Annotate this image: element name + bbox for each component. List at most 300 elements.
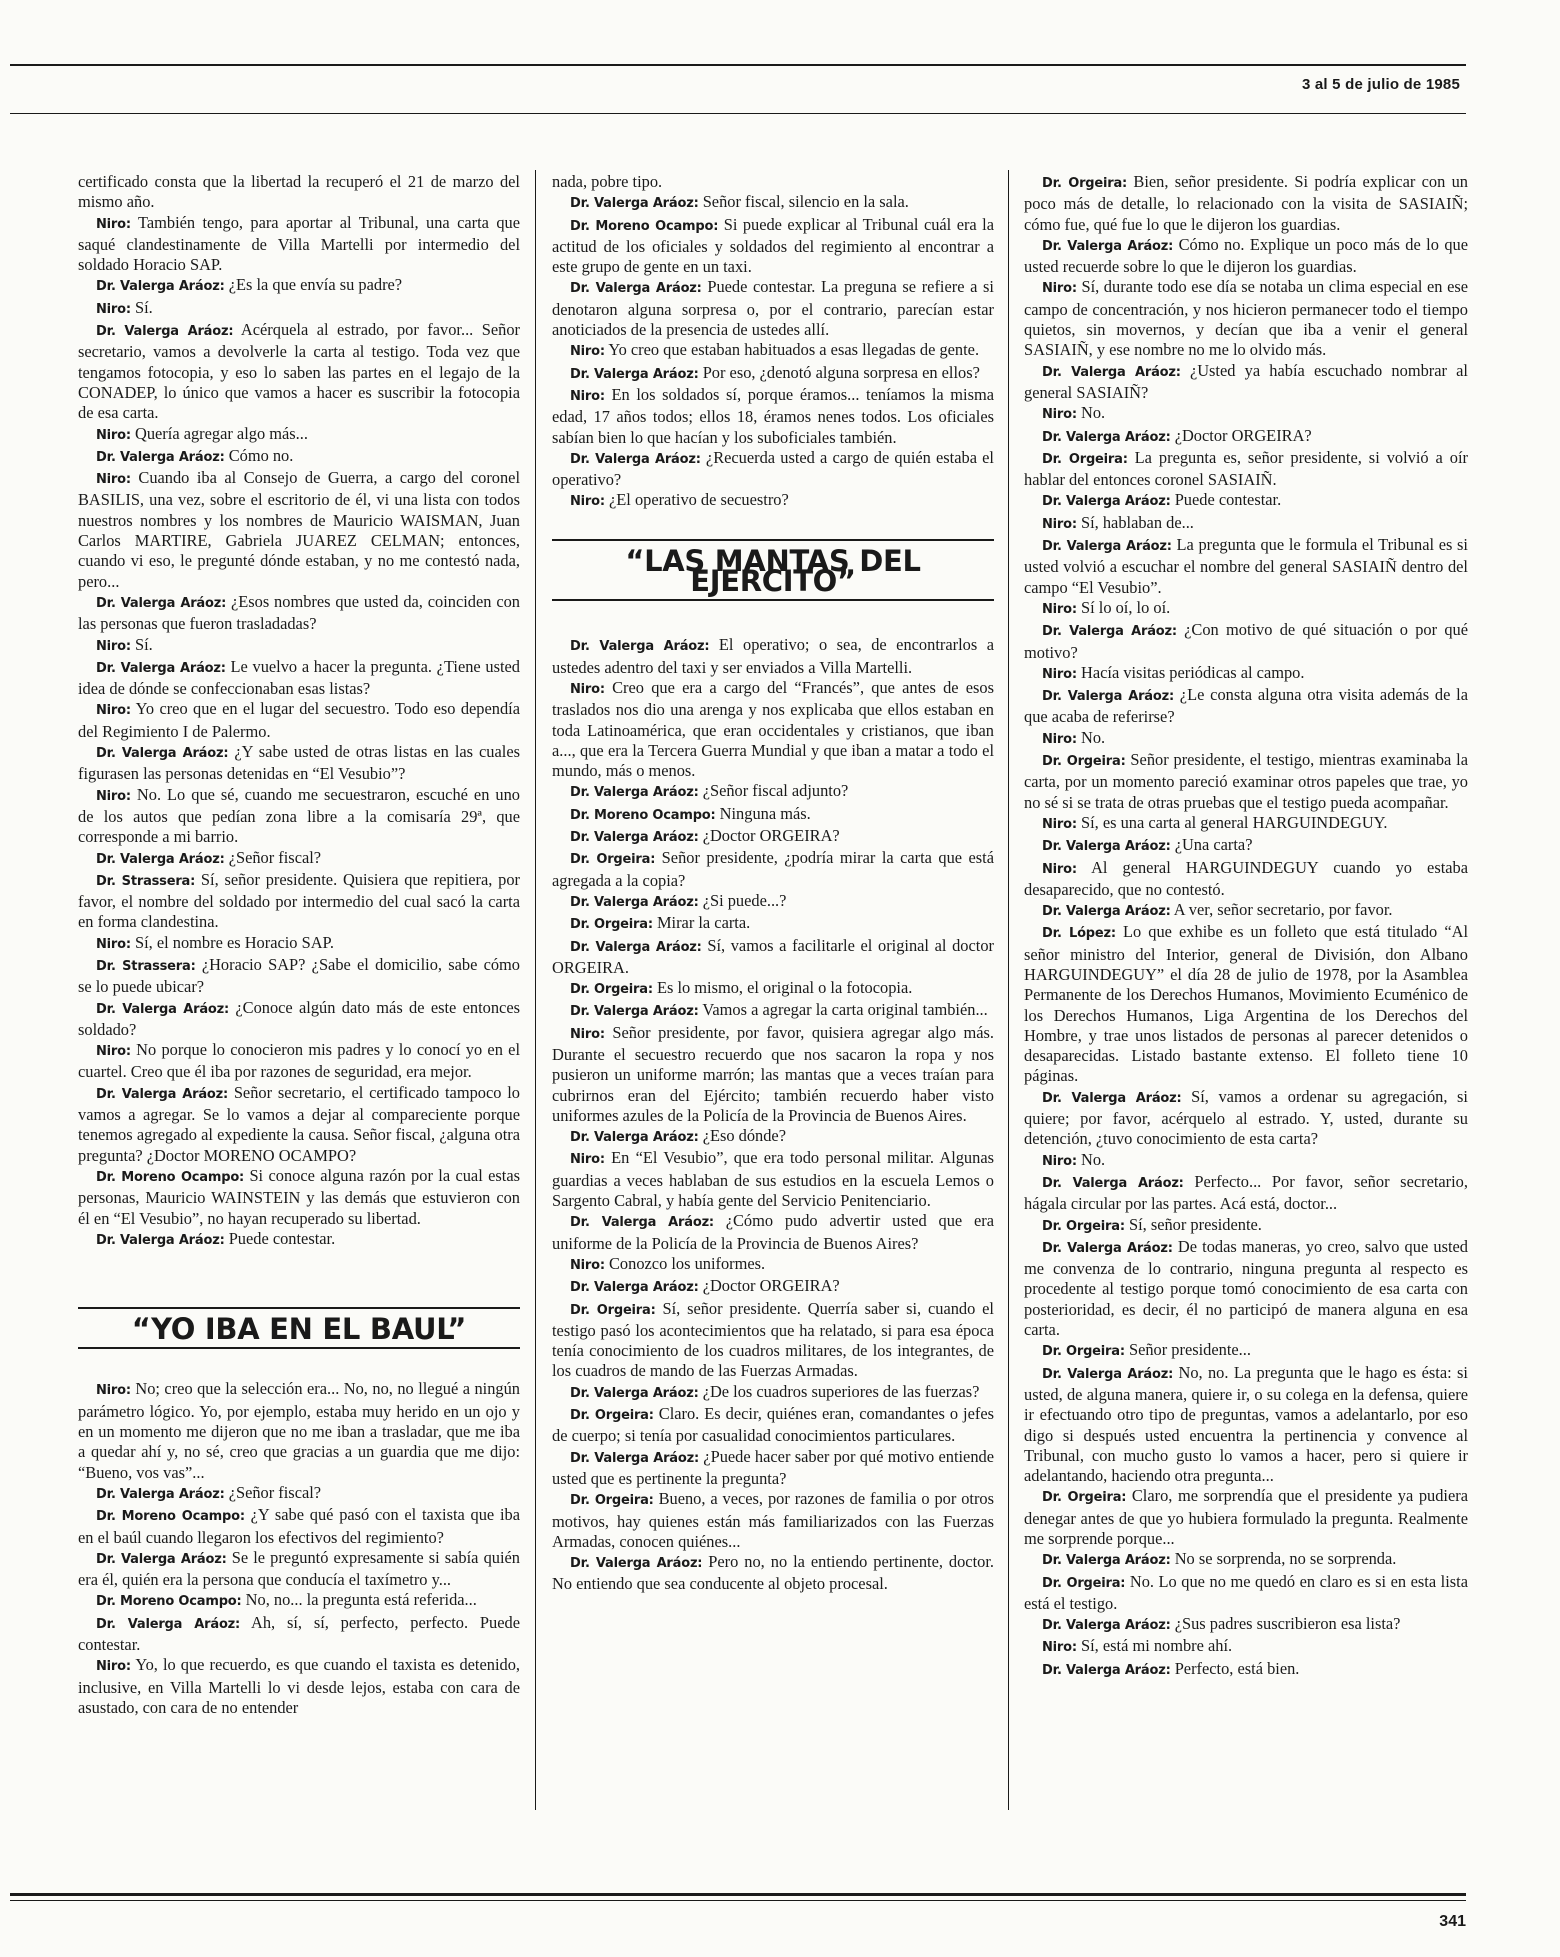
article-column-1 [78, 172, 520, 1718]
section-heading: “LAS MANTAS DEL EJERCITO” [625, 543, 921, 599]
transcript-paragraph [1024, 1572, 1468, 1615]
transcript-paragraph [552, 1382, 994, 1404]
transcript-paragraph [78, 1083, 520, 1166]
utterance-text: Si puede explicar al Tribunal cuál era la actitud de los oficiales y soldados del regimiento al encontrar a este grupo de gente en un taxi. [552, 214, 994, 277]
transcript-paragraph [1024, 1237, 1468, 1340]
utterance-text: Claro. Es decir, quiénes eran, comandantes o jefes de cuerpo; si tenía por casualidad conocimientos particulares. [552, 1404, 994, 1446]
transcript-paragraph [552, 781, 994, 803]
speaker-name: Dr. Orgeira: [570, 1408, 654, 1424]
transcript-paragraph [78, 1379, 520, 1482]
transcript-paragraph [78, 699, 520, 742]
speaker-name: Niro: [570, 494, 605, 510]
speaker-name: Dr. Valerga Aráoz: [570, 894, 699, 910]
transcript-paragraph [1024, 1340, 1468, 1362]
speaker-name: Dr. Moreno Ocampo: [96, 1594, 242, 1610]
section-heading-block [552, 539, 994, 602]
speaker-name: Dr. Valerga Aráoz: [570, 1004, 699, 1020]
utterance-text: Puede contestar. La preguna se refiere a si denotaron alguna sorpresa o, por el contrario, parecían estar anoticiados de la presencia de ustedes allí. [552, 277, 994, 340]
speaker-name: Dr. Valerga Aráoz: [570, 451, 701, 467]
speaker-name: Niro: [1042, 281, 1077, 297]
utterance-text: ¿El operativo de secuestro? [609, 490, 789, 510]
transcript-paragraph [78, 1229, 520, 1251]
speaker-name: Dr. Orgeira: [570, 917, 653, 933]
utterance-text: Perfecto... Por favor, señor secretario, hágala circular por las partes. Acá está, doctor... [1024, 1171, 1468, 1214]
speaker-name: Dr. Valerga Aráoz: [96, 1232, 225, 1248]
utterance-text: Mirar la carta. [656, 913, 751, 933]
transcript-paragraph [1024, 858, 1468, 901]
speaker-name: Dr. Valerga Aráoz: [1042, 1662, 1171, 1678]
speaker-name: Dr. Moreno Ocampo: [570, 807, 716, 823]
utterance-text: De todas maneras, yo creo, salvo que usted me convenza de lo contrario, ninguna pregunta al respecto es procedente al testigo porque tomó conocimiento de esa carta con posterioridad, es decir, él no participó de manera alguna en esa carta. [1024, 1236, 1468, 1340]
speaker-name: Dr. Orgeira: [1042, 1218, 1125, 1234]
utterance-text: Señor presidente, el testigo, mientras examinaba la carta, por un momento pareció examinar otros papeles que trae, yo no sé si se trata de otras pruebas que el testigo pueda acompañar. [1024, 750, 1468, 812]
transcript-paragraph [1024, 728, 1468, 750]
utterance-text: Yo creo que en el lugar del secuestro. Todo eso dependía del Regimiento I de Palermo. [78, 699, 520, 741]
utterance-text: Quería agregar algo más... [135, 423, 308, 443]
utterance-text: Sí, hablaban de... [1081, 512, 1194, 532]
speaker-name: Niro: [96, 1044, 131, 1060]
speaker-name: Niro: [1042, 861, 1077, 877]
utterance-text: Acérquela al estrado, por favor... Señor secretario, vamos a devolverle la carta al testigo. Toda vez que tengamos fotocopia, y eso lo saben las partes en el legajo de la CONADEP, lo único que vamos a hacer es suscribir la fotocopia de esa carta. [78, 320, 520, 423]
transcript-paragraph [552, 277, 994, 340]
speaker-name: Dr. Valerga Aráoz: [570, 1130, 699, 1146]
speaker-name: Dr. Valerga Aráoz: [96, 1086, 228, 1102]
transcript-paragraph [552, 1404, 994, 1447]
speaker-name: Dr. Strassera: [96, 958, 196, 974]
utterance-text: Conozco los uniformes. [609, 1253, 766, 1273]
transcript-paragraph [552, 1447, 994, 1490]
transcript-paragraph [1024, 1150, 1468, 1172]
speaker-name: Niro: [96, 427, 131, 443]
utterance-text: No. [1081, 1149, 1106, 1169]
utterance-text: Señor presidente, ¿podría mirar la carta que está agregada a la copia? [552, 848, 994, 890]
column-divider-1 [535, 170, 536, 1810]
utterance-text: Si conoce alguna razón por la cual estas personas, Mauricio WAINSTEIN y las demás que estuvieron con él en “El Vesubio”, no hayan recuperado su libertad. [78, 1165, 520, 1228]
transcript-paragraph [1024, 513, 1468, 535]
utterance-text: No. Lo que sé, cuando me secuestraron, escuché en uno de los autos que pedían zona libre a la comisaría 29ª, que corresponde a mi barrio. [78, 784, 520, 847]
speaker-name: Dr. Valerga Aráoz: [570, 1556, 703, 1572]
utterance-text: Creo que era a cargo del “Francés”, que antes de esos traslados nos dio una arenga y nos explicaba que ellos estaban en toda Latinoamérica, que eran occidentales y cristianos, que iban a..., que era la Tercera Guerra Mundial y que iban a matar a todo el mundo, más o menos. [552, 677, 994, 781]
transcript-paragraph [552, 1126, 994, 1148]
transcript-paragraph [552, 1023, 994, 1126]
speaker-name: Dr. Valerga Aráoz: [1042, 1553, 1171, 1569]
speaker-name: Niro: [570, 1152, 605, 1168]
utterance-text: No; creo que la selección era... No, no, no llegué a ningún parámetro lógico. Yo, por ejemplo, estaba muy herido en un ojo y en un momento me dijeron que no me iban a trasladar, que me iba a quedar ahí y, no sé, creo que gracias a un guardia que me dijo: “Bueno, vos vas”... [78, 1379, 520, 1482]
utterance-text: Lo que exhibe es un folleto que está titulado “Al señor ministro del Interior, general de División, don Albano HARGUINDEGUY” el día 28 de julio de 1978, por la Asamblea Permanente de los Derechos Humanos, Movimiento Ecuménico de los Derechos Humanos, Liga Argentina de los Derechos del Hombre, y trae unos listados de personas al parecer detenidos o desaparecidas. Listado bastante extenso. El folleto tiene 10 páginas. [1024, 922, 1468, 1086]
utterance-text: ¿Doctor ORGEIRA? [702, 826, 840, 846]
speaker-name: Dr. Valerga Aráoz: [1042, 689, 1174, 705]
section-heading: “YO IBA EN EL BAUL” [131, 1312, 467, 1347]
transcript-paragraph [78, 955, 520, 998]
speaker-name: Dr. Orgeira: [1042, 451, 1128, 467]
utterance-text: ¿Y sabe qué pasó con el taxista que iba en el baúl cuando llegaron los efectivos del regimiento? [78, 1505, 520, 1547]
transcript-paragraph [552, 385, 994, 448]
transcript-paragraph [78, 1613, 520, 1656]
utterance-text: Puede contestar. [1174, 490, 1282, 510]
speaker-name: Niro: [570, 1257, 605, 1273]
speaker-name: Niro: [1042, 407, 1077, 423]
transcript-paragraph [1024, 1659, 1468, 1681]
transcript-paragraph [552, 1000, 994, 1022]
transcript-paragraph [78, 1505, 520, 1548]
speaker-name: Niro: [570, 344, 605, 360]
utterance-text: ¿Doctor ORGEIRA? [702, 1276, 840, 1296]
utterance-text: ¿Eso dónde? [702, 1126, 786, 1146]
utterance-text: Cuando iba al Consejo de Guerra, a cargo del coronel BASILIS, una vez, sobre el escritorio de él, vi una lista con todos nuestros nombres y los nombres de Mauricio WAISMAN, Juan Carlos MARTIRE, Gabriela JUAREZ CELMAN; entonces, cuando vi eso, le pregunté dónde estaban, y no me contestó nada, pero... [78, 468, 520, 591]
speaker-name: Dr. Valerga Aráoz: [1042, 539, 1172, 555]
transcript-paragraph [552, 1552, 994, 1595]
transcript-paragraph [78, 848, 520, 870]
utterance-text: ¿Conoce algún dato más de este entonces soldado? [78, 997, 520, 1039]
transcript-paragraph [552, 635, 994, 678]
speaker-name: Dr. Valerga Aráoz: [96, 851, 225, 867]
speaker-name: Niro: [1042, 816, 1077, 832]
utterance-text: ¿Es la que envía su padre? [228, 275, 403, 295]
speaker-name: Niro: [570, 681, 605, 697]
speaker-name: Dr. Valerga Aráoz: [96, 595, 227, 611]
speaker-name: Dr. López: [1042, 926, 1116, 942]
utterance-text: Señor fiscal, silencio en la sala. [702, 192, 909, 212]
speaker-name: Dr. Valerga Aráoz: [96, 660, 226, 676]
transcript-paragraph [1024, 922, 1468, 1086]
transcript-paragraph [1024, 598, 1468, 620]
utterance-text: Señor presidente, por favor, quisiera agregar algo más. Durante el secuestro recuerdo que nos sacaron la ropa y nos pusieron un uniforme marrón; las mantas que a veces traían para cubrirnos eran del Ejército; también recuerdo haber visto uniformes azules de la Policía de la Provincia de Buenos Aires. [552, 1022, 994, 1125]
transcript-paragraph [78, 870, 520, 933]
transcript-paragraph [78, 320, 520, 423]
footer-rule-thick [10, 1893, 1466, 1896]
transcript-paragraph [1024, 1215, 1468, 1237]
transcript-paragraph [552, 340, 994, 362]
speaker-name: Dr. Orgeira: [1042, 176, 1128, 191]
transcript-paragraph [552, 826, 994, 848]
speaker-name: Dr. Valerga Aráoz: [1042, 624, 1177, 640]
transcript-paragraph [552, 678, 994, 781]
transcript-paragraph [78, 298, 520, 320]
utterance-text: Señor presidente... [1128, 1340, 1251, 1360]
speaker-name: Dr. Valerga Aráoz: [570, 639, 710, 655]
transcript-paragraph [552, 363, 994, 385]
speaker-name: Dr. Valerga Aráoz: [1042, 1240, 1173, 1256]
utterance-text: También tengo, para aportar al Tribunal, una carta que saqué clandestinamente de Villa Martelli por intermedio del soldado Horacio SAP. [78, 212, 520, 275]
transcript-paragraph [1024, 1172, 1468, 1215]
transcript-paragraph [1024, 361, 1468, 404]
utterance-text: ¿Señor fiscal? [228, 1482, 322, 1502]
transcript-paragraph [78, 1483, 520, 1505]
speaker-name: Dr. Orgeira: [570, 1493, 654, 1509]
transcript-paragraph [552, 1211, 994, 1254]
speaker-name: Niro: [96, 788, 131, 804]
utterance-text: ¿Si puede...? [702, 890, 787, 910]
utterance-text: Sí. [135, 297, 153, 317]
speaker-name: Dr. Moreno Ocampo: [570, 218, 719, 234]
utterance-text: certificado consta que la libertad la recuperó el 21 de marzo del mismo año. [78, 172, 520, 212]
column-divider-2 [1008, 170, 1009, 1810]
speaker-name: Dr. Valerga Aráoz: [570, 1215, 714, 1231]
speaker-name: Niro: [1042, 516, 1077, 532]
speaker-name: Dr. Valerga Aráoz: [1042, 839, 1171, 855]
transcript-paragraph [552, 891, 994, 913]
utterance-text: Al general HARGUINDEGUY cuando yo estaba desaparecido, que no contestó. [1024, 857, 1468, 899]
utterance-text: ¿Una carta? [1174, 835, 1253, 855]
speaker-name: Niro: [96, 703, 131, 719]
utterance-text: ¿Horacio SAP? ¿Sabe el domicilio, sabe cómo se lo puede ubicar? [78, 954, 520, 997]
speaker-name: Niro: [1042, 1153, 1077, 1169]
transcript-paragraph [1024, 1363, 1468, 1487]
transcript-paragraph [78, 275, 520, 297]
speaker-name: Dr. Valerga Aráoz: [1042, 494, 1171, 510]
utterance-text: Sí. [135, 634, 153, 654]
speaker-name: Niro: [96, 216, 131, 232]
speaker-name: Dr. Orgeira: [570, 982, 653, 998]
utterance-text: No. Lo que no me quedó en claro es si en esta lista está el testigo. [1024, 1571, 1468, 1613]
speaker-name: Niro: [96, 1383, 131, 1399]
speaker-name: Dr. Valerga Aráoz: [1042, 364, 1181, 380]
utterance-text: Sí, durante todo ese día se notaba un clima especial en ese campo de concentración, y nos hicieron permanecer todo el tiempo quietos, sin movernos, y decían que iba a venir el general SASIAIÑ, y ese nombre no me lo olvido más. [1024, 277, 1468, 360]
utterance-text: ¿Cómo pudo advertir usted que era uniforme de la Policía de la Provincia de Buenos Aires? [552, 1211, 994, 1253]
speaker-name: Niro: [1042, 666, 1077, 682]
utterance-text: ¿Recuerda usted a cargo de quién estaba el operativo? [552, 447, 994, 490]
utterance-text: Bueno, a veces, por razones de familia o por otros motivos, hay quienes están más familiarizados con las Fuerzas Armadas, conocen quiénes... [552, 1489, 994, 1551]
article-column-3 [1024, 172, 1468, 1681]
speaker-name: Dr. Valerga Aráoz: [1042, 1175, 1184, 1191]
transcript-paragraph [552, 215, 994, 278]
utterance-text: No. [1081, 727, 1106, 747]
transcript-paragraph [552, 1148, 994, 1211]
transcript-paragraph [78, 213, 520, 276]
transcript-paragraph [1024, 620, 1468, 663]
speaker-name: Dr. Valerga Aráoz: [570, 1385, 699, 1401]
speaker-name: Dr. Valerga Aráoz: [96, 449, 225, 465]
transcript-paragraph [1024, 235, 1468, 278]
utterance-text: ¿De los cuadros superiores de las fuerzas? [702, 1381, 980, 1401]
utterance-text: Es lo mismo, el original o la fotocopia. [656, 978, 913, 998]
speaker-name: Dr. Valerga Aráoz: [570, 196, 699, 212]
transcript-paragraph [78, 742, 520, 785]
transcript-paragraph [552, 1299, 994, 1382]
speaker-name: Dr. Orgeira: [570, 1302, 656, 1318]
transcript-paragraph [552, 804, 994, 826]
transcript-paragraph [552, 448, 994, 491]
utterance-text: Pero no, no la entiendo pertinente, doctor. No entiendo que sea conducente al objeto procesal. [552, 1552, 994, 1594]
utterance-text: Sí, vamos a facilitarle el original al doctor ORGEIRA. [552, 935, 994, 977]
utterance-text: Se le preguntó expresamente si sabía quién era él, quién era la persona que conducía el taxímetro y... [78, 1547, 520, 1590]
header-rule-bottom [10, 113, 1466, 114]
transcript-paragraph [1024, 172, 1468, 235]
speaker-name: Dr. Valerga Aráoz: [1042, 238, 1174, 254]
transcript-paragraph [552, 913, 994, 935]
utterance-text: Por eso, ¿denotó alguna sorpresa en ellos? [702, 362, 980, 382]
transcript-paragraph [78, 592, 520, 635]
speaker-name: Niro: [1042, 1640, 1077, 1656]
utterance-text: Sí, el nombre es Horacio SAP. [135, 932, 334, 952]
utterance-text: Yo creo que estaban habituados a esas llegadas de gente. [608, 340, 980, 360]
transcript-paragraph [552, 172, 994, 192]
transcript-paragraph [552, 490, 994, 512]
utterance-text: Le vuelvo a hacer la pregunta. ¿Tiene usted idea de dónde se confeccionaban esas listas? [78, 656, 520, 699]
transcript-paragraph [78, 1040, 520, 1083]
transcript-paragraph [1024, 900, 1468, 922]
transcript-paragraph [552, 1489, 994, 1552]
transcript-paragraph [1024, 403, 1468, 425]
heading-rule-bottom [552, 599, 994, 601]
heading-rule-bottom [78, 1347, 520, 1349]
speaker-name: Dr. Orgeira: [1042, 754, 1126, 770]
speaker-name: Dr. Valerga Aráoz: [1042, 904, 1171, 920]
transcript-paragraph [1024, 1087, 1468, 1150]
section-heading-block [78, 1307, 520, 1349]
speaker-name: Dr. Valerga Aráoz: [96, 1616, 241, 1632]
speaker-name: Dr. Valerga Aráoz: [96, 1551, 227, 1567]
transcript-paragraph [78, 1655, 520, 1718]
transcript-paragraph [552, 978, 994, 1000]
utterance-text: ¿Sus padres suscribieron esa lista? [1174, 1614, 1401, 1634]
transcript-paragraph [1024, 1549, 1468, 1571]
speaker-name: Dr. Orgeira: [570, 852, 656, 868]
utterance-text: Cómo no. Explique un poco más de lo que usted recuerde sobre lo que le dijeron los guardias. [1024, 234, 1468, 277]
transcript-paragraph [1024, 1636, 1468, 1658]
speaker-name: Dr. Valerga Aráoz: [570, 366, 699, 382]
speaker-name: Dr. Valerga Aráoz: [96, 1001, 230, 1017]
speaker-name: Niro: [570, 388, 605, 404]
utterance-text: No. [1081, 403, 1106, 423]
transcript-paragraph [78, 635, 520, 657]
speaker-name: Dr. Orgeira: [1042, 1490, 1127, 1506]
utterance-text: Sí lo oí, lo oí. [1081, 597, 1171, 617]
speaker-name: Niro: [96, 301, 131, 317]
utterance-text: No, no. La pregunta que le hago es ésta: si usted, de alguna manera, quiere ir, o su colega en la defensa, quiere ir efectuando otro tipo de preguntas, vamos a adelantarlo, por eso digo si después usted encuentra la pertinencia y convence al Tribunal, con mucho gusto lo vamos a hacer, pero si quiere ir adelantando, haciendo otra pregunta... [1024, 1362, 1468, 1486]
utterance-text: ¿Esos nombres que usted da, coinciden con las personas que fueron trasladadas? [78, 591, 520, 634]
speaker-name: Dr. Valerga Aráoz: [96, 746, 229, 762]
speaker-name: Niro: [1042, 731, 1077, 747]
utterance-text: ¿Usted ya había escuchado nombrar al general SASIAIÑ? [1024, 360, 1468, 402]
transcript-paragraph [78, 785, 520, 848]
speaker-name: Dr. Orgeira: [1042, 1575, 1126, 1591]
utterance-text: La pregunta es, señor presidente, si volvió a oír hablar del entonces coronel SASIAIÑ. [1024, 447, 1468, 490]
speaker-name: Dr. Valerga Aráoz: [570, 939, 702, 955]
utterance-text: ¿Le consta alguna otra visita además de la que acaba de referirse? [1024, 685, 1468, 727]
transcript-paragraph [78, 172, 520, 213]
utterance-text: Hacía visitas periódicas al campo. [1081, 662, 1305, 682]
article-column-2 [552, 172, 994, 1595]
speaker-name: Dr. Moreno Ocampo: [96, 1169, 245, 1185]
utterance-text: Puede contestar. [228, 1228, 336, 1248]
utterance-text: Vamos a agregar la carta original también... [702, 1000, 988, 1020]
utterance-text: El operativo; o sea, de encontrarlos a ustedes adentro del taxi y ser enviados a Villa Martelli. [552, 635, 994, 677]
transcript-paragraph [1024, 1486, 1468, 1549]
transcript-paragraph [552, 936, 994, 979]
utterance-text: ¿Con motivo de qué situación o por qué motivo? [1024, 620, 1468, 662]
utterance-text: Sí, señor presidente. [1128, 1214, 1262, 1234]
speaker-name: Niro: [570, 1026, 605, 1042]
utterance-text: Ninguna más. [719, 803, 811, 823]
utterance-text: La pregunta que le formula el Tribunal es si usted volvió a escuchar el nombre del general SASIAIÑ dentro del campo “El Vesubio”. [1024, 535, 1468, 597]
header-date: 3 al 5 de julio de 1985 [1301, 76, 1460, 93]
utterance-text: En los soldados sí, porque éramos... teníamos la misma edad, 17 años todos; ellos 18, éramos nenes todos. Los oficiales sabían bien lo que hacían y los suboficiales también. [552, 384, 994, 447]
utterance-text: Sí, está mi nombre ahí. [1081, 1636, 1233, 1656]
speaker-name: Niro: [96, 638, 131, 654]
utterance-text: Perfecto, está bien. [1174, 1658, 1300, 1678]
transcript-paragraph [1024, 426, 1468, 448]
utterance-text: Claro, me sorprendía que el presidente ya pudiera denegar antes de que yo hubiera formulado la pregunta. Realmente me sorprende porque... [1024, 1486, 1468, 1548]
utterance-text: ¿Señor fiscal? [228, 847, 322, 867]
header-rule-top [10, 64, 1466, 66]
transcript-paragraph [78, 657, 520, 700]
transcript-paragraph [78, 933, 520, 955]
speaker-name: Niro: [1042, 601, 1077, 617]
speaker-name: Dr. Valerga Aráoz: [1042, 1090, 1182, 1106]
transcript-paragraph [552, 848, 994, 891]
speaker-name: Dr. Valerga Aráoz: [570, 281, 702, 297]
utterance-text: No se sorprenda, no se sorprenda. [1174, 1549, 1397, 1569]
speaker-name: Dr. Valerga Aráoz: [570, 1280, 699, 1296]
page-number: 341 [1439, 1913, 1466, 1930]
utterance-text: ¿Señor fiscal adjunto? [702, 781, 849, 801]
speaker-name: Dr. Valerga Aráoz: [1042, 1366, 1174, 1382]
utterance-text: Sí, vamos a ordenar su agregación, si quiere; por favor, acérquelo al estrado. Y, usted, durante su detención, ¿tuvo conocimiento de esta carta? [1024, 1086, 1468, 1149]
utterance-text: En “El Vesubio”, que era todo personal militar. Algunas guardias a veces hablaban de sus estudios en la escuela Lemos o Sargento Cabral, y había gente del Servicio Penitenciario. [552, 1148, 994, 1211]
transcript-paragraph [1024, 490, 1468, 512]
utterance-text: Cómo no. [228, 445, 294, 465]
utterance-text: Yo, lo que recuerdo, es que cuando el taxista es detenido, inclusive, en Villa Martelli lo vi desde lejos, estaba con cara de asustado, con cara de no entender [78, 1655, 520, 1717]
utterance-text: Sí, señor presidente. Querría saber si, cuando el testigo pasó los acontecimientos que ha relatado, si para esa época tenía conocimiento de los cuadros militares, de los integrantes, de los cuadros de mando de las Fuerzas Armadas. [552, 1298, 994, 1381]
transcript-paragraph [78, 998, 520, 1041]
transcript-paragraph [1024, 448, 1468, 491]
utterance-text: Bien, señor presidente. Si podría explicar con un poco más de detalle, lo relacionado con la visita de SASIAIÑ; cómo fue, qué fue lo que le dijeron los guardias. [1024, 172, 1468, 234]
transcript-paragraph [1024, 750, 1468, 813]
transcript-paragraph [1024, 535, 1468, 598]
utterance-text: No, no... la pregunta está referida... [245, 1590, 477, 1610]
transcript-paragraph [78, 1166, 520, 1229]
transcript-paragraph [552, 192, 994, 214]
utterance-text: ¿Puede hacer saber por qué motivo entiende usted que es pertinente la pregunta? [552, 1446, 994, 1488]
transcript-paragraph [78, 1548, 520, 1591]
speaker-name: Dr. Valerga Aráoz: [570, 830, 699, 846]
footer-rule-thin [10, 1900, 1466, 1901]
utterance-text: ¿Y sabe usted de otras listas en las cuales figurasen las personas detenidas en “El Vesubio”? [78, 742, 520, 784]
transcript-paragraph [1024, 813, 1468, 835]
speaker-name: Dr. Moreno Ocampo: [96, 1509, 245, 1525]
transcript-paragraph [552, 1254, 994, 1276]
speaker-name: Niro: [96, 936, 131, 952]
transcript-paragraph [78, 468, 520, 592]
speaker-name: Niro: [96, 472, 131, 488]
transcript-paragraph [78, 424, 520, 446]
speaker-name: Dr. Valerga Aráoz: [96, 324, 234, 340]
utterance-text: Ah, sí, sí, perfecto, perfecto. Puede contestar. [78, 1612, 520, 1654]
transcript-paragraph [552, 1276, 994, 1298]
transcript-paragraph [78, 1590, 520, 1612]
speaker-name: Dr. Valerga Aráoz: [1042, 1618, 1171, 1634]
utterance-text: Señor secretario, el certificado tampoco lo vamos a agregar. Se lo vamos a dejar al compareciente porque tenemos agregado al expediente la causa. Señor fiscal, ¿alguna otra pregunta? ¿Doctor MORENO OCAMPO? [78, 1082, 520, 1165]
speaker-name: Dr. Valerga Aráoz: [96, 279, 225, 295]
speaker-name: Dr. Valerga Aráoz: [1042, 429, 1171, 445]
speaker-name: Dr. Valerga Aráoz: [570, 785, 699, 801]
utterance-text: nada, pobre tipo. [552, 172, 663, 191]
utterance-text: No porque lo conocieron mis padres y lo conocí yo en el cuartel. Creo que él iba por razones de seguridad, era mejor. [78, 1040, 520, 1082]
speaker-name: Dr. Orgeira: [1042, 1344, 1125, 1360]
speaker-name: Niro: [96, 1659, 131, 1675]
transcript-paragraph [1024, 835, 1468, 857]
speaker-name: Dr. Strassera: [96, 873, 196, 889]
speaker-name: Dr. Valerga Aráoz: [570, 1450, 699, 1466]
transcript-paragraph [1024, 685, 1468, 728]
transcript-paragraph [1024, 1614, 1468, 1636]
utterance-text: Sí, señor presidente. Quisiera que repitiera, por favor, el nombre del soldado por intermedio del cual sacó la carta en forma clandestina. [78, 869, 520, 932]
transcript-paragraph [78, 446, 520, 468]
utterance-text: Sí, es una carta al general HARGUINDEGUY. [1081, 812, 1388, 832]
utterance-text: ¿Doctor ORGEIRA? [1174, 425, 1312, 445]
utterance-text: A ver, señor secretario, por favor. [1173, 900, 1393, 920]
